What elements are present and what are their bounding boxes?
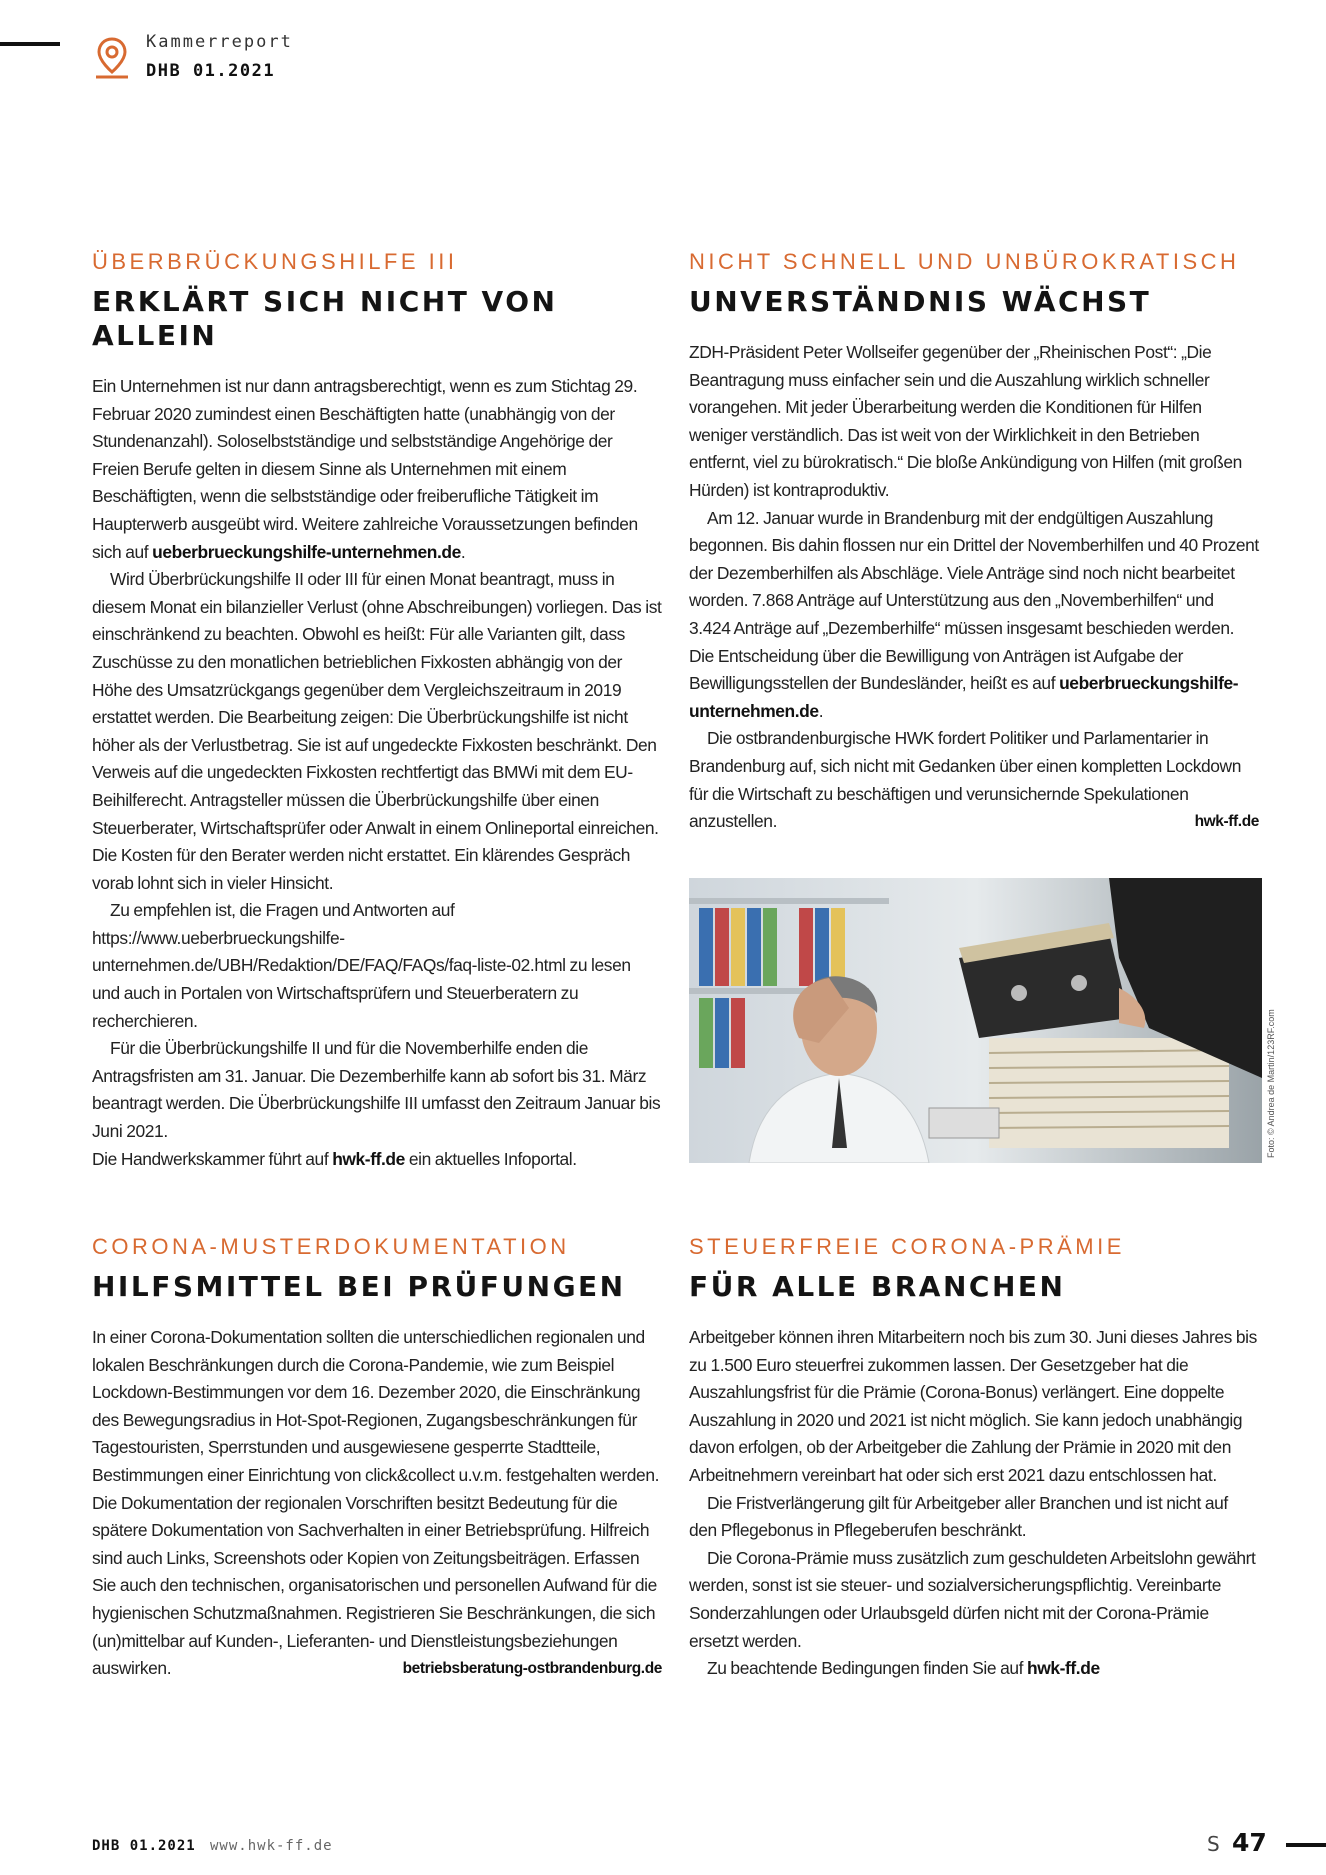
article-ueberbrueckungshilfe (92, 249, 662, 1173)
text: Die ostbrandenburgische HWK fordert Politiker und Parlamentarier in Brandenburg auf, sich nicht mit Gedanken über einen kompletten Lockdown für die Wirtschaft zu beschäftigen und verunsichernde Spekulationen anzustellen. (689, 728, 1241, 832)
footer-rule (1286, 1843, 1326, 1847)
website-link[interactable]: ueberbrueckungshilfe-unternehmen.de (689, 673, 1239, 721)
location-pin-icon (94, 36, 130, 80)
text: ein aktuelles Infoportal. (404, 1148, 577, 1169)
article-kicker: STEUERFREIE CORONA-PRÄMIE (689, 1234, 1125, 1259)
section-label: Kammerreport (146, 32, 293, 52)
source-link[interactable]: betriebsberatung-ostbrandenburg.de (402, 1660, 662, 1678)
paragraph (92, 1324, 662, 1683)
article-body (689, 1324, 1259, 1683)
article-corona-praemie (689, 1234, 1259, 1683)
paragraph: Wird Überbrückungshilfe II oder III für einen Monat beantragt, muss in diesem Monat ein bilanzieller Verlust (ohne Abschreibungen) vorliegen. Das ist einschränkend zu beachten. Obwohl es heißt: Für alle Varianten gilt, dass Zuschüsse zu den monatlichen betrieblichen Fixkosten abhängig von der Höhe des Umsatzrückgangs gegenüber dem Vergleichszeitraum in 2019 erstattet werden. Die Bearbeitung zeigen: Die Überbrückungshilfe ist nicht höher als der Verlustbetrag. Sie ist auf ungedeckte Fixkosten beschränkt. Den Verweis auf die ungedeckten Fixkosten rechtfertigt das BMWi mit dem EU-Beihilferecht. Antragsteller müssen die Überbrückungshilfe über einen Steuerberater, Wirtschaftsprüfer oder Anwalt in einem Onlineportal einreichen. Die Kosten für den Berater werden nicht erstattet. Ein klärendes Gespräch vorab lohnt sich in vieler Hinsicht. (92, 569, 662, 893)
footer-section: S (1207, 1832, 1220, 1856)
paragraph: Die Corona-Prämie muss zusätzlich zum geschuldeten Arbeitslohn gewährt werden, sonst ist sie steuer- und sozialversicherungspflichtig. Vereinbarte Sonderzahlungen oder Urlaubsgeld dürfen nicht mit der Corona-Prämie ersetzt werden. (689, 1547, 1256, 1651)
text: . (460, 541, 466, 562)
footer-url[interactable]: www.hwk-ff.de (210, 1838, 333, 1854)
paragraph (689, 725, 1259, 835)
paragraph: Die Fristverlängerung gilt für Arbeitgeber aller Branchen und ist nicht auf den Pflegebonus in Pflegeberufen beschränkt. (689, 1492, 1228, 1541)
article-title: UNVERSTÄNDNIS WÄCHST (689, 285, 1152, 318)
paragraph (689, 505, 1259, 726)
header-rule (0, 42, 60, 46)
paragraph: Für die Überbrückungshilfe II und für die Novemberhilfe enden die Antragsfristen am 31. Januar. Die Dezemberhilfe kann ab sofort bis 31. März beantragt werden. Die Überbrückungshilfe III umfasst den Zeitraum Januar bis Juni 2021. (92, 1038, 661, 1142)
text: Ein Unternehmen ist nur dann antragsberechtigt, wenn es zum Stichtag 29. Februar 2020 zumindest einen Beschäftigten hatte (unabhängig von der Stundenanzahl). Soloselbstständige und selbstständige Angehörige der Freien Berufe gelten in diesem Sinne als Unternehmen mit einem Beschäftigten, wenn die selbstständige oder freiberufliche Tätigkeit im Haupterwerb ausgeübt wird. Weitere zahlreiche Voraussetzungen befinden sich auf (92, 376, 638, 562)
paragraph (92, 373, 662, 566)
paragraph (92, 1146, 662, 1174)
text: Die Handwerkskammer führt auf (92, 1148, 333, 1169)
article-kicker: CORONA-MUSTERDOKUMENTATION (92, 1234, 570, 1259)
article-body (92, 373, 662, 1173)
text: In einer Corona-Dokumentation sollten die unterschiedlichen regionalen und lokalen Beschränkungen durch die Corona-Pandemie, wie zum Beispiel Lockdown-Bestimmungen vor dem 16. Dezember 2020, die Einschränkung des Bewegungsradius in Hot-Spot-Regionen, Zugangsbeschränkungen für Tagestouristen, Sperrstunden und ausgewiesene gesperrte Stadtteile, Bestimmungen einer Einrichtung von click&collect u.v.m. festgehalten werden. Die Dokumentation der regionalen Vorschriften besitzt Bedeutung für die spätere Dokumentation von Sachverhalten in einer Betriebsprüfung. Hilfreich sind auch Links, Screenshots oder Kopien von Zeitungsbeiträgen. Erfassen Sie auch den technischen, organisatorischen und personellen Aufwand für die hygienischen Schutzmaßnahmen. Registrieren Sie Beschränkungen, die sich (un)mittelbar auf Kunden-, Lieferanten- und Dienstleistungsbeziehungen auswirken. (92, 1327, 660, 1679)
article-kicker: NICHT SCHNELL UND UNBÜROKRATISCH (689, 249, 1240, 274)
article-unverstaendnis (689, 249, 1259, 836)
website-link[interactable]: hwk-ff.de (1027, 1658, 1100, 1679)
article-body (92, 1324, 662, 1683)
article-body (689, 339, 1259, 836)
website-link[interactable]: ueberbrueckungshilfe-unternehmen.de (152, 541, 461, 562)
text: Zu beachtende Bedingungen finden Sie auf (707, 1658, 1027, 1679)
website-link[interactable]: hwk-ff.de (332, 1148, 405, 1169)
paragraph: Zu empfehlen ist, die Fragen und Antworten auf https://www.ueberbrueckungshilfe-unternehmen.de/UBH/Redaktion/DE/FAQ/FAQs/faq-liste-02.html zu lesen und auch in Portalen von Wirtschaftsprüfern und Steuerberatern zu recherchieren. (92, 900, 631, 1031)
article-title: HILFSMITTEL BEI PRÜFUNGEN (92, 1270, 626, 1303)
footer-issue: DHB 01.2021 (92, 1838, 196, 1854)
text: Am 12. Januar wurde in Brandenburg mit der endgültigen Auszahlung begonnen. Bis dahin flossen nur ein Drittel der Novemberhilfen und 40 Prozent der Dezemberhilfen als Abschläge. Viele Anträge sind noch nicht bearbeitet worden. 7.868 Anträge auf Unterstützung aus den „Novemberhilfen“ und 3.424 Anträge auf „Dezemberhilfe“ müssen insgesamt beschieden werden. Die Entscheidung über die Bewilligung von Anträgen ist Aufgabe der Bewilligungsstellen der Bundesländer, heißt es auf (689, 507, 1259, 694)
text: . (818, 700, 824, 721)
article-photo (689, 878, 1262, 1163)
paragraph: Arbeitgeber können ihren Mitarbeitern noch bis zum 30. Juni dieses Jahres bis zu 1.500 Euro steuerfrei zukommen lassen. Der Gesetzgeber hat die Auszahlungsfrist für die Prämie (Corona-Bonus) verlängert. Eine doppelte Auszahlung in 2020 und 2021 ist nicht möglich. Sie kann jedoch unabhängig davon erfolgen, ob der Arbeitgeber die Zahlung der Prämie in 2020 mit den Arbeitnehmern vereinbart hat oder sich erst 2021 dazu entschlossen hat. (689, 1327, 1257, 1485)
issue-label: DHB 01.2021 (146, 61, 276, 81)
paragraph: ZDH-Präsident Peter Wollseifer gegenüber der „Rheinischen Post“: „Die Beantragung muss einfacher sein und die Auszahlung wirklich schneller vorangehen. Mit jeder Überarbeitung werden die Konditionen für Hilfen weniger verständlich. Das ist weit von der Wirklichkeit in den Betrieben entfernt, viel zu bürokratisch.“ Die bloße Ankündigung von Hilfen (mit großen Hürden) ist kontraproduktiv. (689, 342, 1242, 500)
paragraph (689, 1655, 1259, 1683)
source-link[interactable]: hwk-ff.de (1194, 813, 1259, 831)
page-number: 47 (1232, 1828, 1267, 1857)
office-photo-illustration (689, 878, 1262, 1163)
photo-credit: Foto: © Andrea de Martin/123RF.com (1266, 1009, 1276, 1158)
article-musterdokumentation (92, 1234, 662, 1683)
article-kicker: ÜBERBRÜCKUNGSHILFE III (92, 249, 458, 274)
article-title: ERKLÄRT SICH NICHT VON ALLEIN (92, 285, 558, 352)
article-title: FÜR ALLE BRANCHEN (689, 1270, 1066, 1303)
